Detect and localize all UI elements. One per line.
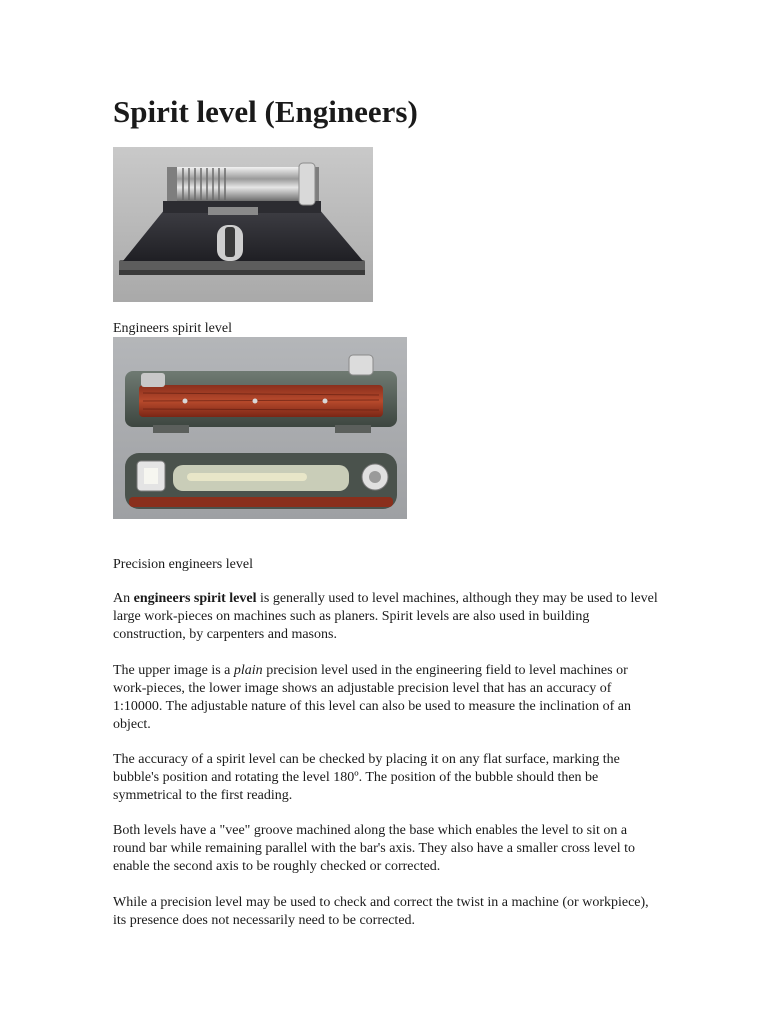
figure-caption-1: Engineers spirit level bbox=[113, 321, 232, 336]
paragraph-1-post: is generally used to level machines, although they may be used to level large work-pieces on machines such as planers. Spirit levels are also used in building construction, by carpenters and masons. bbox=[113, 591, 658, 642]
paragraph-2 bbox=[113, 662, 658, 734]
paragraph-2-post: precision level used in the engineering field to level machines or work-pieces, the lower image shows an adjustable precision level that has an accuracy of 1:10000. The adjustable nature of this level can also be used to measure the inclination of an object. bbox=[113, 663, 631, 732]
paragraph-1-bold-term: engineers spirit level bbox=[133, 591, 257, 606]
paragraph-2-pre: The upper image is a bbox=[113, 663, 234, 678]
engineers-spirit-level-photo bbox=[113, 147, 373, 302]
paragraph-4: Both levels have a "vee" groove machined along the base which enables the level to sit on a round bar while remaining parallel with the bar's axis. They also have a smaller cross level to enable the second axis to be roughly checked or corrected. bbox=[113, 823, 636, 874]
precision-engineers-level-photo bbox=[113, 337, 407, 519]
paragraph-3: The accuracy of a spirit level can be checked by placing it on any flat surface, marking the bubble's position and rotating the level 180º. The position of the bubble should then be symmetrical to the first reading. bbox=[113, 752, 620, 803]
paragraph-5: While a precision level may be used to check and correct the twist in a machine (or workpiece), its presence does not necessarily need to be corrected. bbox=[113, 895, 649, 928]
paragraph-2-italic-term: plain bbox=[233, 663, 263, 678]
figure-caption-2: Precision engineers level bbox=[113, 557, 253, 572]
paragraph-1 bbox=[113, 590, 658, 644]
paragraph-1-pre: An bbox=[113, 591, 134, 606]
page-title: Spirit level (Engineers) bbox=[113, 94, 418, 129]
